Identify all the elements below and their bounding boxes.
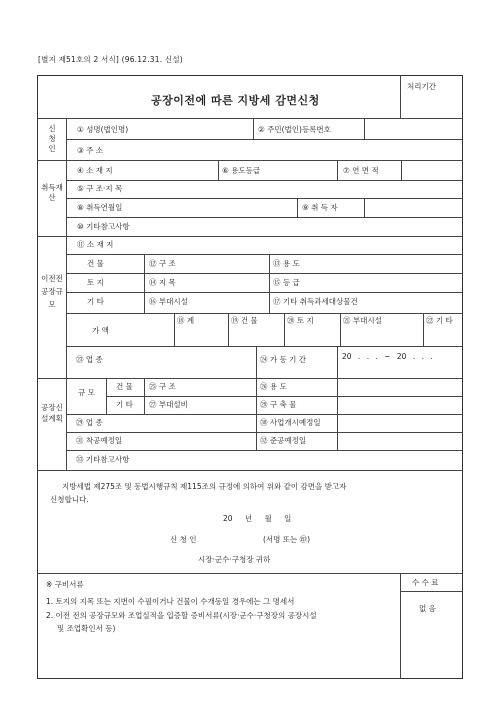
applicant-name-label: ① 성명(법인명) [77,125,129,134]
new-plant-section-label: 공장신설계획 [41,403,63,423]
declaration-line-2: 신청합니다. [50,495,89,504]
declaration-date: 20 년 월 일 [223,514,292,523]
applicant-mid-divider [253,118,254,139]
applicant-section-label: 신청인 [48,124,56,153]
acquired-date-label: ⑧ 취득연월일 [77,203,123,212]
fee-value: 없 음 [419,604,436,613]
acquired-row-line-3 [66,217,463,218]
fee-label: 수 수 료 [412,578,439,587]
form-title: 공장이전에 따른 지방세 감면신청 [151,94,320,107]
pre-move-etc-facility-label: ⑯ 부대시설 [149,297,188,306]
required-doc-3: 및 조업확인서 등) [57,624,116,633]
pre-move-divider-b [256,346,257,378]
new-plant-business-label: ㉙ 업 종 [76,418,103,427]
required-doc-1: 1. 토지의 지목 또는 지번이 수필이거나 건물이 수개동일 경우에는 그 명세서 [46,597,295,606]
acquired-structure-label: ⑤ 구 조·지 목 [77,184,123,193]
new-plant-row-line-2 [66,414,463,415]
value-building-label: ⑲ 건 물 [231,316,258,325]
acquirer-label: ⑨ 취 득 자 [302,203,338,212]
pre-move-etc-label: 기 타 [87,297,104,306]
declaration-applicant-label: 신 청 인 [170,535,197,544]
acquired-row-line-1 [66,180,463,181]
processing-period-divider [400,75,401,118]
addressee: 시장·군수·구청장 귀하 [198,555,271,564]
new-plant-other-label: ㉝ 기타참고사항 [76,455,130,464]
acquired-divider-2 [337,160,338,180]
pre-move-bottom-line [37,378,463,379]
new-plant-use-label: ㉖ 용 도 [260,382,287,391]
pre-move-etc-other-label: ⑰ 기타 취득과세대상물건 [273,297,358,306]
value-land-label: ⑳ 토 지 [287,316,314,325]
operation-period-label: ㉔ 가 동 기 간 [260,355,307,364]
pre-move-divider-c [337,346,338,378]
value-divider-1 [228,313,229,346]
processing-period-label: 처리기간 [407,82,436,91]
acquired-row-line-2 [66,198,463,199]
value-divider-4 [423,313,424,346]
new-plant-row-line-1 [106,396,463,397]
pre-move-item-divider [144,254,145,313]
new-plant-construction-start-label: ㉛ 착공예정일 [76,436,123,445]
pre-move-land-grade-label: ⑮ 등 급 [273,278,300,287]
pre-move-row-line-4 [66,313,463,314]
acquired-section-label: 취득재산 [41,183,63,202]
declaration-line-1: 지방세법 제275조 및 동법시행규칙 제115조의 규정에 의하여 위와 같이 감면을 받고자 [62,482,347,491]
applicant-row-line [66,139,463,140]
acquired-divider-1 [218,160,219,180]
title-bottom-line [37,118,463,119]
fee-line [400,591,463,592]
pre-move-section-label: 이전전공장규모 [41,274,63,309]
pre-move-row-line-2 [66,273,463,274]
pre-move-row-line-3 [66,292,463,293]
acquired-divider-4 [297,198,298,217]
value-other-label: ㉒ 기 타 [426,316,453,325]
required-docs-title: ※ 구비서류 [46,580,84,589]
required-doc-2: 2. 이전 전의 공장규모와 조업실적을 입증할 증비서류(시장·군수·구청장의 공장시설 [46,611,317,620]
pre-move-business-label: ㉓ 업 종 [76,355,103,364]
pre-move-location-label: ⑪ 소 재 지 [77,240,114,249]
pre-move-building-use-label: ⑬ 용 도 [273,259,300,268]
acquired-use-grade-label: ⑥ 용도등급 [222,166,261,175]
pre-move-divider-a [269,254,270,313]
value-divider-0 [174,313,175,346]
new-plant-building-label: 건 물 [116,382,133,391]
new-plant-row-line-4 [66,450,463,451]
pre-move-land-category-label: ⑭ 지 목 [149,278,176,287]
value-facility-label: ㉑ 부대시설 [343,316,382,325]
acquired-location-label: ④ 소 재 지 [77,166,113,175]
fee-divider [400,573,401,679]
applicant-value-divider [364,118,365,139]
acquired-bottom-line [37,236,463,237]
signature-or-seal: (서명 또는 ㊞) [263,535,311,544]
pre-move-row-line-5 [66,346,463,347]
new-plant-completion-label: ㉜ 준공예정일 [260,436,307,445]
applicant-id-label: ② 주민(법인)등록번호 [258,125,331,134]
value-divider-3 [340,313,341,346]
acquired-divider-3 [401,160,402,180]
value-divider-2 [284,313,285,346]
pre-move-value-label: 가 액 [92,326,109,335]
new-plant-construction-label: ㉘ 구 축 물 [260,400,297,409]
value-total-label: ⑱ 계 [177,316,195,325]
pre-move-row-line-1 [66,254,463,255]
pre-move-land-label: 토 지 [87,278,104,287]
applicant-bottom-line [37,160,463,161]
applicant-address-label: ③ 주 소 [77,146,103,155]
section-label-divider [66,118,67,470]
new-plant-facility-label: ㉗ 부대설비 [149,400,188,409]
operation-period-value: 20 . . . ~ 20 . . . [342,352,433,361]
new-plant-bottom-line [37,470,463,471]
new-plant-start-date-label: ㉚ 사업개시예정일 [260,418,321,427]
acquired-area-label: ⑦ 연 면 적 [343,166,379,175]
new-plant-etc-label: 기 타 [116,400,133,409]
new-plant-structure-label: ㉕ 구 조 [149,382,176,391]
form-number-header: [별지 제51호의 2 서식] (96.12.31. 신설) [38,55,183,64]
new-plant-scale-label: 규 모 [78,388,95,397]
pre-move-building-label: 건 물 [87,259,104,268]
acquired-divider-5 [364,198,365,217]
pre-move-building-structure-label: ⑫ 구 조 [149,259,176,268]
acquired-other-label: ⑩ 기타참고사항 [77,222,130,231]
new-plant-row-line-3 [66,432,463,433]
